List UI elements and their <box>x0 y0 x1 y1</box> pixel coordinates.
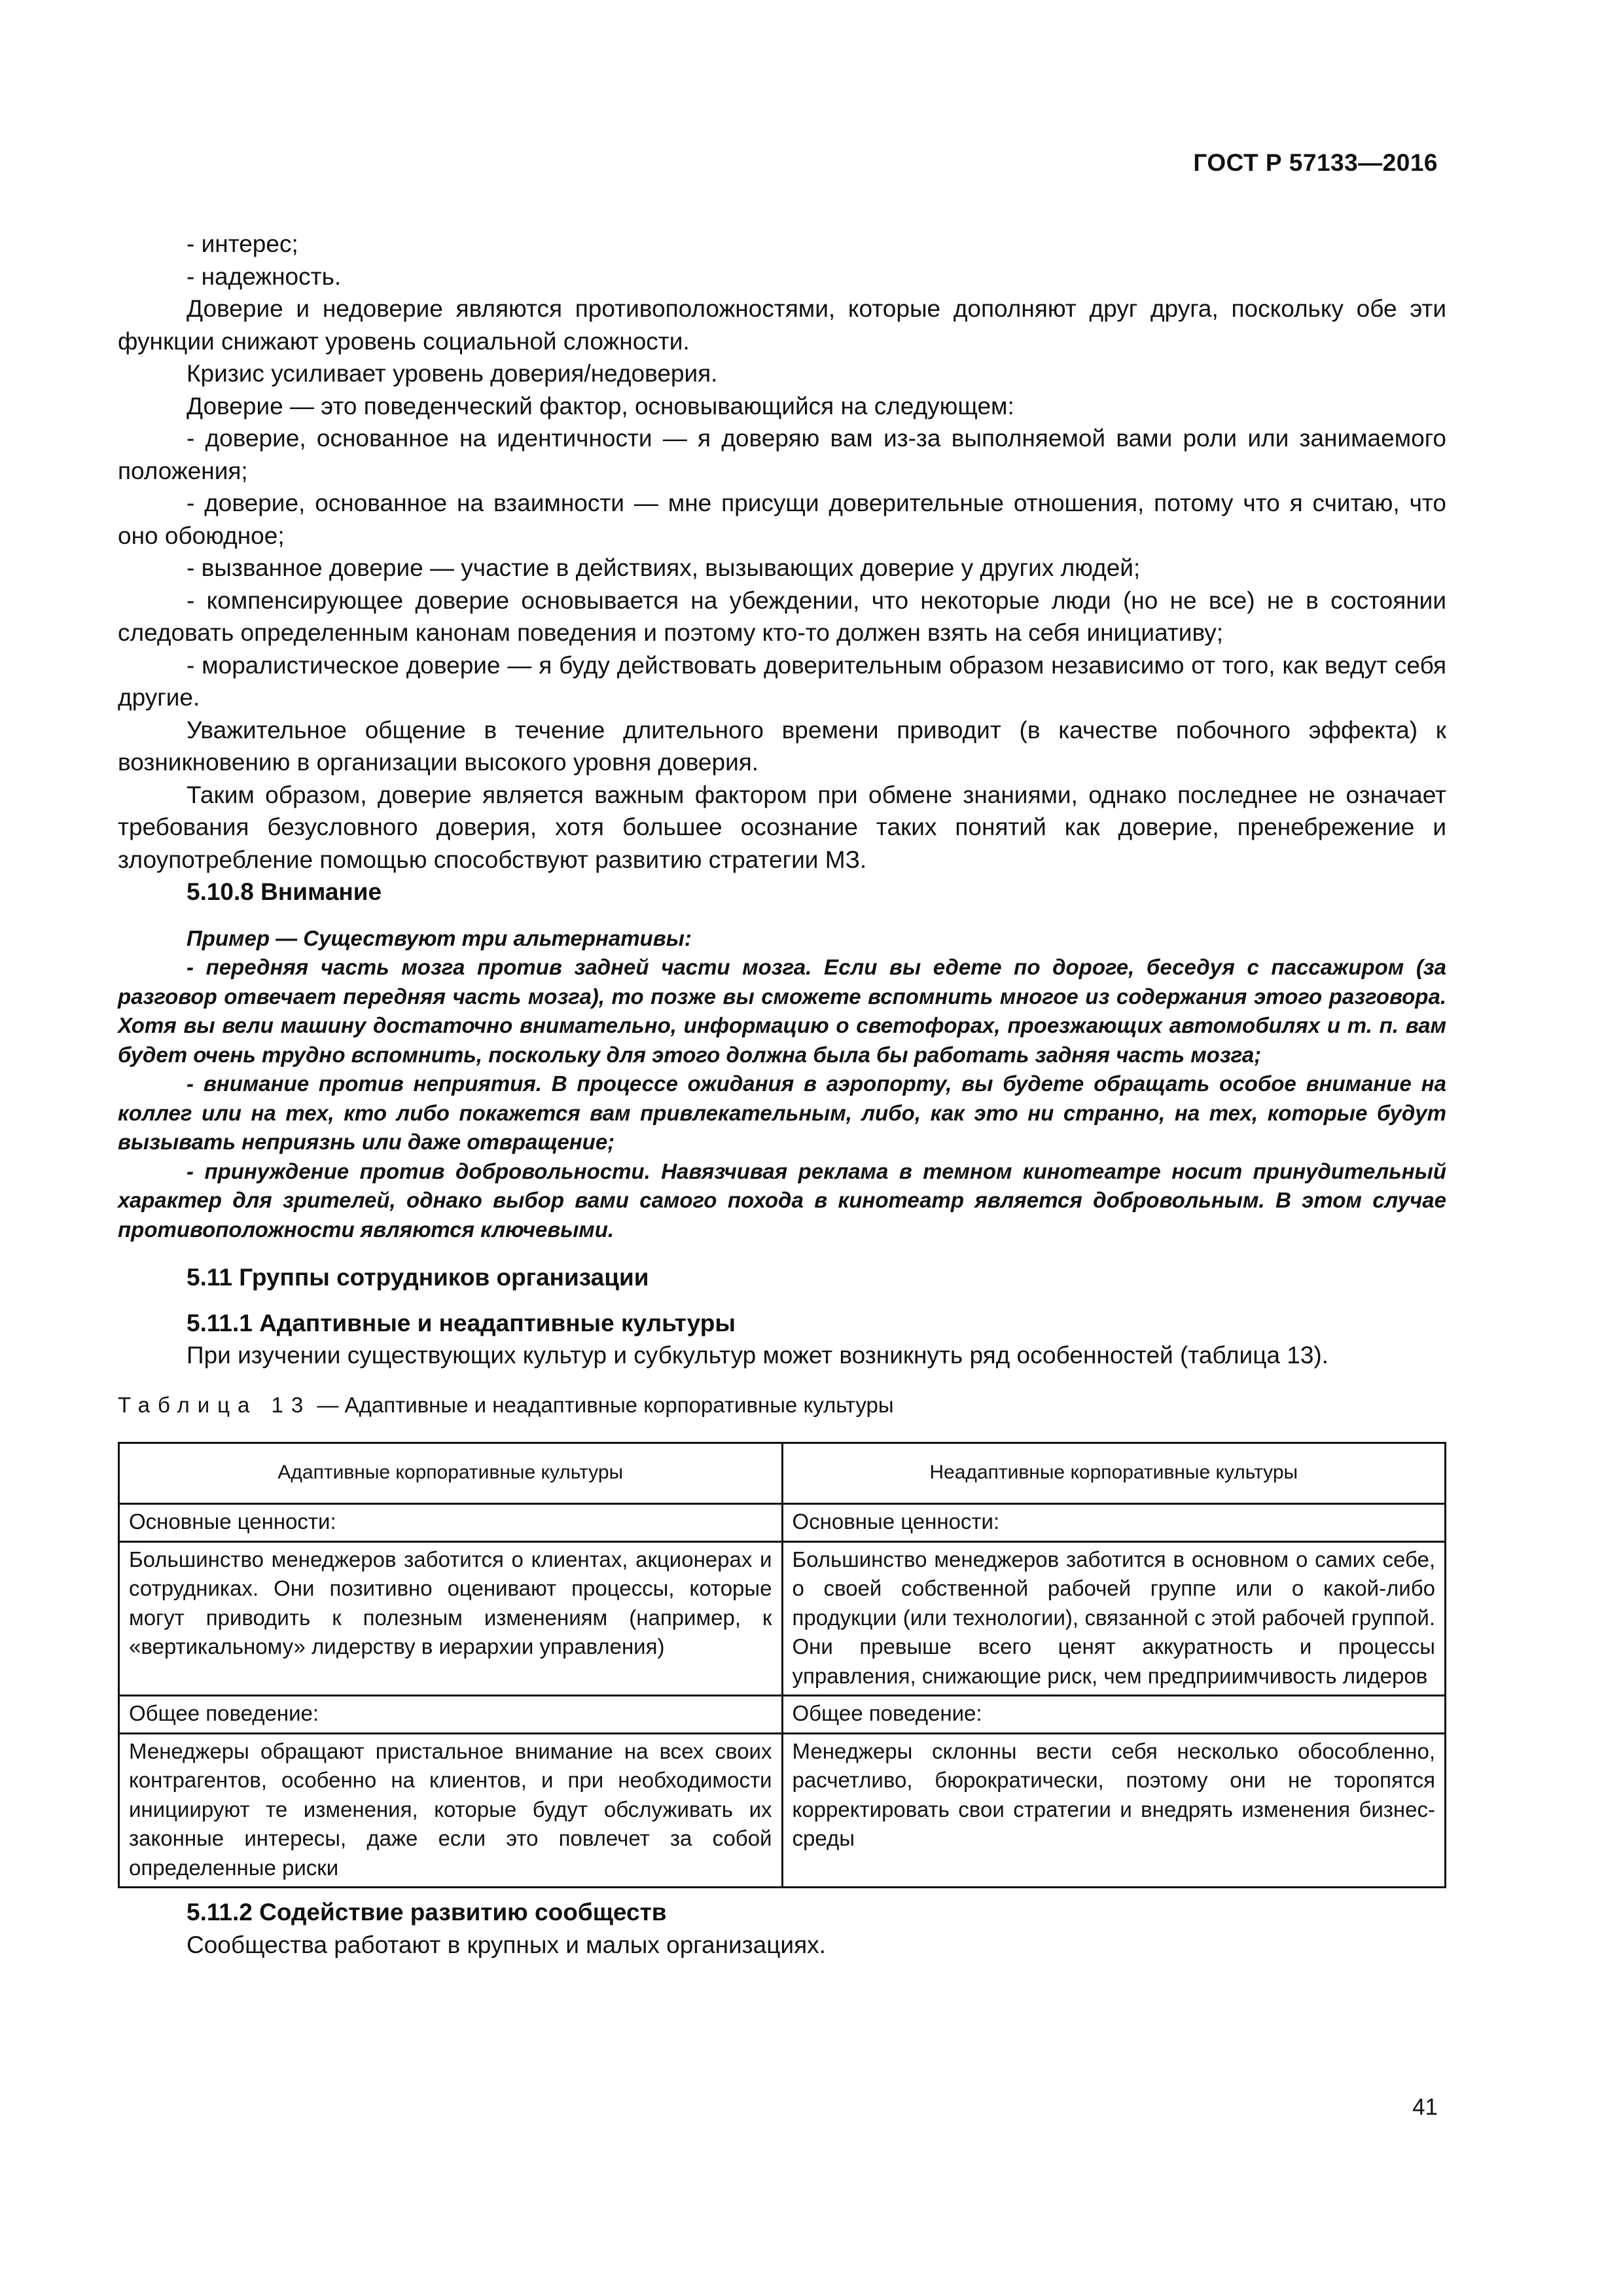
section-heading-5-11-2: 5.11.2 Содействие развитию сообществ <box>187 1899 667 1926</box>
table-cell: Менеджеры обращают пристальное внимание на всех своих контрагентов, особенно на клиентов, и при необходимости инициируют те изменения, которые будут обслуживать их законные интересы, даже если это повлечет за собой определенные риски <box>119 1733 783 1888</box>
paragraph: - моралистическое доверие — я буду действовать доверительным образом независимо от того, как ведут себя другие. <box>118 651 1446 711</box>
section-heading-5-11: 5.11 Группы сотрудников организации <box>187 1264 649 1291</box>
table-row <box>119 1696 1446 1734</box>
table-caption-text: — Адаптивные и неадаптивные корпоративные культуры <box>311 1392 894 1417</box>
table-header-cell: Неадаптивные корпоративные культуры <box>782 1443 1446 1504</box>
page-number: 41 <box>1412 2094 1438 2120</box>
document-header: ГОСТ Р 57133—2016 <box>1193 149 1438 176</box>
table-cell: Основные ценности: <box>119 1504 783 1542</box>
table-row <box>119 1733 1446 1888</box>
paragraph: Доверие и недоверие являются противоположностями, которые дополняют друг друга, поскольку обе эти функции снижают уровень социальной сложности. <box>118 295 1446 355</box>
paragraph: Таким образом, доверие является важным фактором при обмене знаниями, однако последнее не означает требования безусловного доверия, хотя большее осознание таких понятий как доверие, пренебрежение и злоупотребление помощью способствуют развитию стратегии МЗ. <box>118 781 1446 873</box>
section-heading-5-10-8: 5.10.8 Внимание <box>187 878 382 905</box>
paragraph: - надежность. <box>187 262 342 290</box>
table-cell: Менеджеры склонны вести себя несколько обособленно, расчетливо, бюрократически, поэтому они не торопятся корректировать свои стратегии и внедрять изменения бизнес-среды <box>782 1733 1446 1888</box>
example-paragraph: - внимание против неприятия. В процессе ожидания в аэропорту, вы будете обращать особое внимание на коллег или на тех, кто либо покажется вам привлекательным, либо, как это ни странно, на тех, которые будут вызывать неприязнь или даже отвращение; <box>118 1071 1446 1154</box>
paragraph: Доверие — это поведенческий фактор, основывающийся на следующем: <box>187 392 1014 420</box>
table-header-cell: Адаптивные корпоративные культуры <box>119 1443 783 1504</box>
table-cell: Большинство менеджеров заботится в основном о самих себе, о своей собственной рабочей группе или о какой-либо продукции (или технологии), связанной с этой рабочей группой. Они превыше всего ценят аккуратность и процессы управления, снижающие риск, чем предприимчивость лидеров <box>782 1541 1446 1696</box>
paragraph: При изучении существующих культур и субкультур может возникнуть ряд особенностей (таблица 13). <box>187 1342 1329 1369</box>
section-heading-5-11-1: 5.11.1 Адаптивные и неадаптивные культуры <box>187 1309 736 1336</box>
table-cell: Основные ценности: <box>782 1504 1446 1542</box>
example-paragraph: - передняя часть мозга против задней части мозга. Если вы едете по дороге, беседуя с пассажиром (за разговор отвечает передняя часть мозга), то позже вы сможете вспомнить многое из содержания этого разговора. Хотя вы вели машину достаточно внимательно, информацию о светофорах, проезжающих автомобилях и т. п. вам будет очень трудно вспомнить, поскольку для этого должна была бы работать задняя часть мозга; <box>118 955 1446 1067</box>
paragraph: - доверие, основанное на идентичности — я доверяю вам из-за выполняемой вами роли или занимаемого положения; <box>118 425 1446 484</box>
paragraph: Сообщества работают в крупных и малых организациях. <box>187 1931 826 1958</box>
table-caption <box>118 1389 1446 1422</box>
table-cell: Общее поведение: <box>782 1696 1446 1734</box>
table-cell: Общее поведение: <box>119 1696 783 1734</box>
table-row <box>119 1504 1446 1542</box>
paragraph: - интерес; <box>187 230 298 257</box>
paragraph: Уважительное общение в течение длительного времени приводит (в качестве побочного эффекта) к возникновению в организации высокого уровня доверия. <box>118 716 1446 776</box>
table-header-row <box>119 1443 1446 1504</box>
paragraph: Кризис усиливает уровень доверия/недоверия. <box>187 360 718 387</box>
table-row <box>119 1541 1446 1696</box>
paragraph: - компенсирующее доверие основывается на убеждении, что некоторые люди (но не все) не в состоянии следовать определенным канонам поведения и поэтому кто-то должен взять на себя инициативу; <box>118 586 1446 646</box>
document-body <box>118 228 1446 1961</box>
example-block <box>118 924 1446 1245</box>
table-caption-label: Таблица 13 <box>118 1392 312 1417</box>
culture-table <box>118 1442 1446 1888</box>
example-paragraph: Пример — Существуют три альтернативы: <box>187 925 692 950</box>
paragraph: - доверие, основанное на взаимности — мне присущи доверительные отношения, потому что я считаю, что оно обоюдное; <box>118 490 1446 549</box>
paragraph: - вызванное доверие — участие в действиях, вызывающих доверие у других людей; <box>187 554 1141 581</box>
table-cell: Большинство менеджеров заботится о клиентах, акционерах и сотрудниках. Они позитивно оценивают процессы, которые могут приводить к полезным изменениям (например, к «вертикальному» лидерству в иерархии управления) <box>119 1541 783 1696</box>
example-paragraph: - принуждение против добровольности. Навязчивая реклама в темном кинотеатре носит принудительный характер для зрителей, однако выбор вами самого похода в кинотеатр является добровольным. В этом случае противоположности являются ключевыми. <box>118 1158 1446 1242</box>
